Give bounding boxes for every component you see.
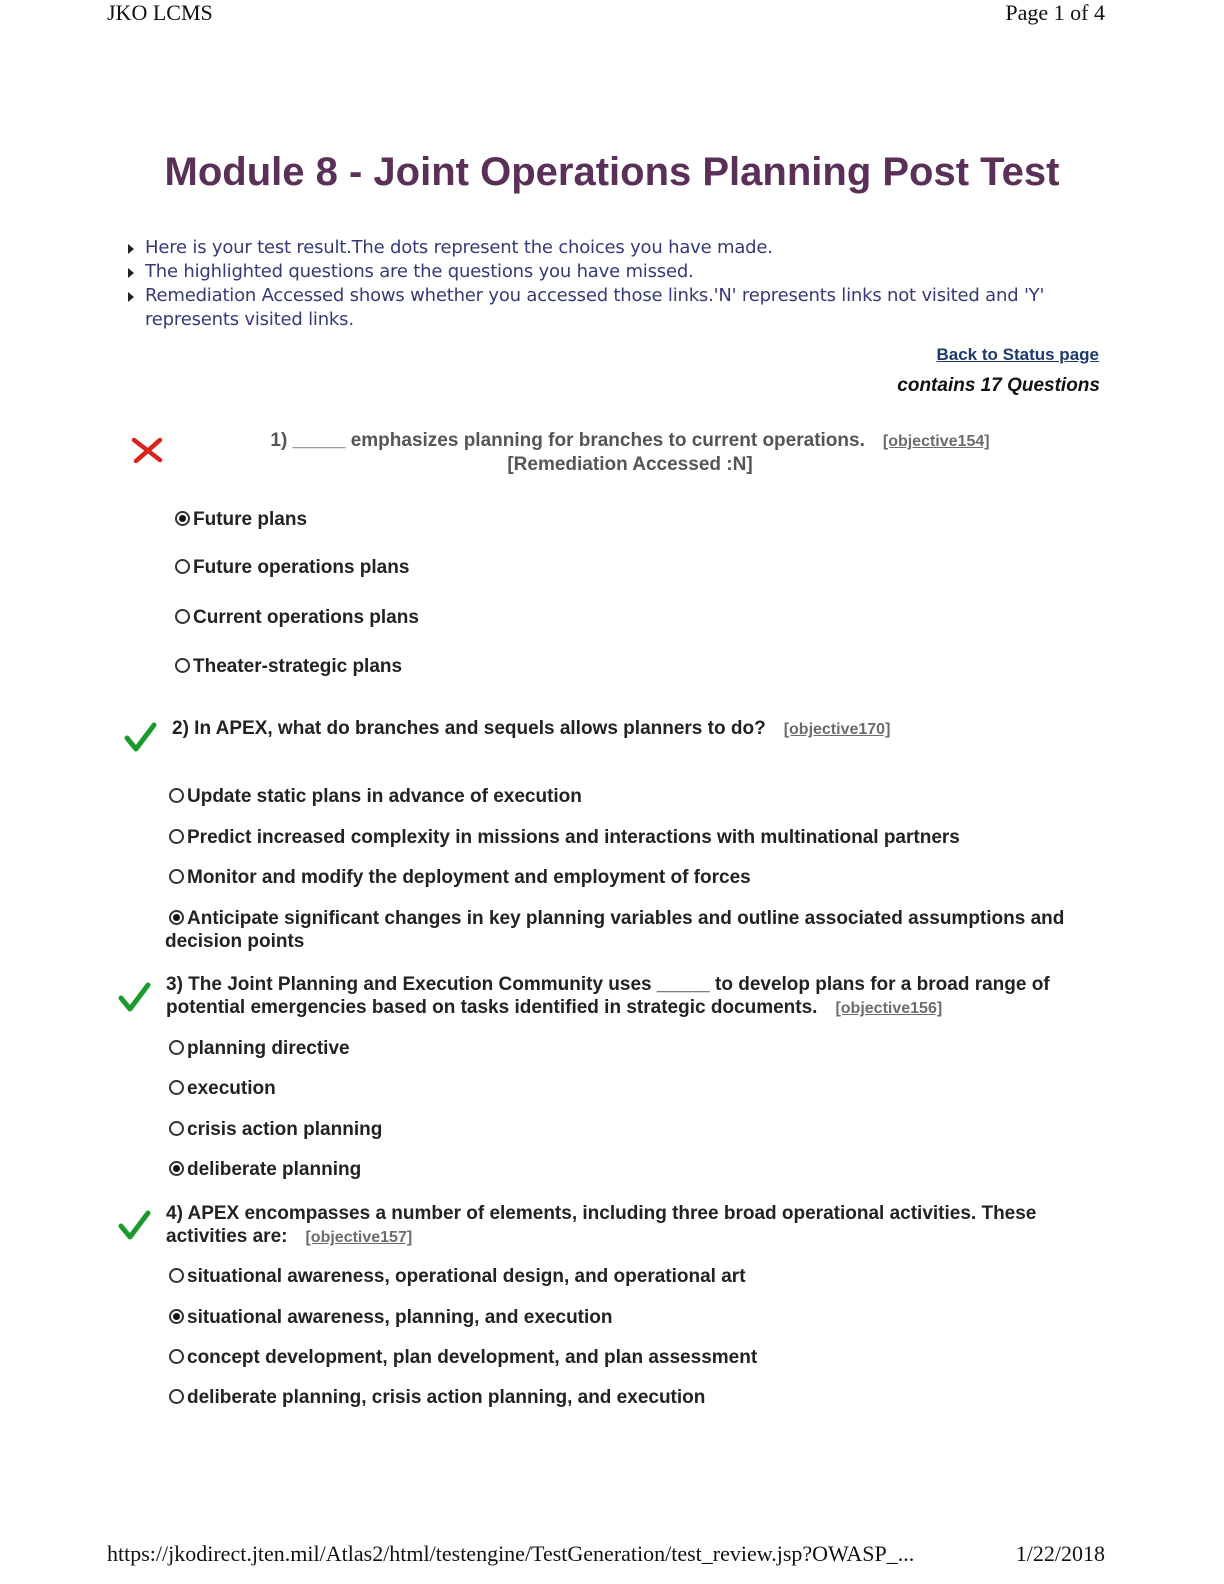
footer-date: 1/22/2018 [1015, 1541, 1105, 1566]
question-2-text: 2) In APEX, what do branches and sequels allows planners to do? [objective170] [172, 718, 891, 739]
radio-selected-icon [169, 1161, 184, 1176]
bullet-icon [128, 292, 134, 302]
radio-icon [175, 658, 190, 673]
instruction-item: Here is your test result.The dots represent the choices you have made. [128, 236, 1068, 260]
remediation-status: [Remediation Accessed :N] [507, 454, 753, 475]
answer-option: Predict increased complexity in missions and interactions with multinational partners [169, 826, 960, 849]
objective-link[interactable]: [objective156] [835, 1000, 943, 1017]
radio-icon [169, 1389, 184, 1404]
answer-option: crisis action planning [169, 1118, 382, 1141]
checkmark-icon [117, 980, 151, 1019]
answer-option: situational awareness, planning, and execution [169, 1306, 613, 1329]
radio-icon [169, 1080, 184, 1095]
radio-icon [175, 609, 190, 624]
radio-selected-icon [169, 1309, 184, 1324]
radio-icon [175, 559, 190, 574]
radio-icon [169, 1268, 184, 1283]
checkmark-icon [117, 1208, 151, 1247]
objective-link[interactable]: [objective170] [783, 721, 891, 738]
answer-option: Future plans [175, 508, 307, 531]
radio-icon [169, 1349, 184, 1364]
answer-option: Current operations plans [175, 606, 419, 629]
radio-icon [169, 869, 184, 884]
header-page-number: Page 1 of 4 [1005, 0, 1105, 25]
radio-icon [169, 829, 184, 844]
radio-icon [169, 1040, 184, 1055]
objective-link[interactable]: [objective157] [305, 1229, 413, 1246]
answer-option: execution [169, 1077, 276, 1100]
instructions-list [128, 236, 1068, 332]
radio-icon [169, 788, 184, 803]
checkmark-icon [123, 720, 157, 759]
radio-selected-icon [169, 910, 184, 925]
answer-option: Update static plans in advance of execution [169, 785, 582, 808]
bullet-icon [128, 244, 134, 254]
header-app-name: JKO LCMS [107, 0, 213, 25]
answer-option: planning directive [169, 1037, 350, 1060]
answer-option: deliberate planning, crisis action planning, and execution [169, 1386, 705, 1409]
back-to-status-link[interactable]: Back to Status page [936, 345, 1099, 364]
objective-link[interactable]: [objective154] [882, 433, 990, 450]
question-3-text: 3) The Joint Planning and Execution Community uses _____ to develop plans for a broad range of potential emergencies based on tasks identified in strategic documents. [objective156] [166, 974, 1050, 1018]
bullet-icon [128, 268, 134, 278]
question-count: contains 17 Questions [897, 375, 1100, 396]
x-icon [131, 437, 163, 468]
answer-option: concept development, plan development, and plan assessment [169, 1346, 757, 1369]
answer-option: situational awareness, operational design, and operational art [169, 1265, 746, 1288]
print-footer [107, 1541, 1105, 1567]
question-1-text: 1) _____ emphasizes planning for branches to current operations. [objective154] [Remediation Accessed :N] [270, 430, 990, 475]
question-4-text: 4) APEX encompasses a number of elements, including three broad operational activities. These activities are: [objective157] [166, 1203, 1037, 1247]
answer-option: Future operations plans [175, 556, 409, 579]
answer-option: deliberate planning [169, 1158, 361, 1181]
answer-option: Anticipate significant changes in key planning variables and outline associated assumptions and decision points [165, 908, 1065, 952]
page-title: Module 8 - Joint Operations Planning Post Test [164, 150, 1060, 194]
print-header [107, 0, 1105, 26]
radio-icon [169, 1121, 184, 1136]
instruction-item: Remediation Accessed shows whether you accessed those links.'N' represents links not visited and 'Y' represents visited links. [128, 284, 1068, 332]
radio-selected-icon [175, 511, 190, 526]
answer-option: Monitor and modify the deployment and employment of forces [169, 866, 751, 889]
instruction-item: The highlighted questions are the questions you have missed. [128, 260, 1068, 284]
answer-option: Theater-strategic plans [175, 655, 402, 678]
footer-url: https://jkodirect.jten.mil/Atlas2/html/testengine/TestGeneration/test_review.jsp?OWASP_... [107, 1541, 915, 1566]
